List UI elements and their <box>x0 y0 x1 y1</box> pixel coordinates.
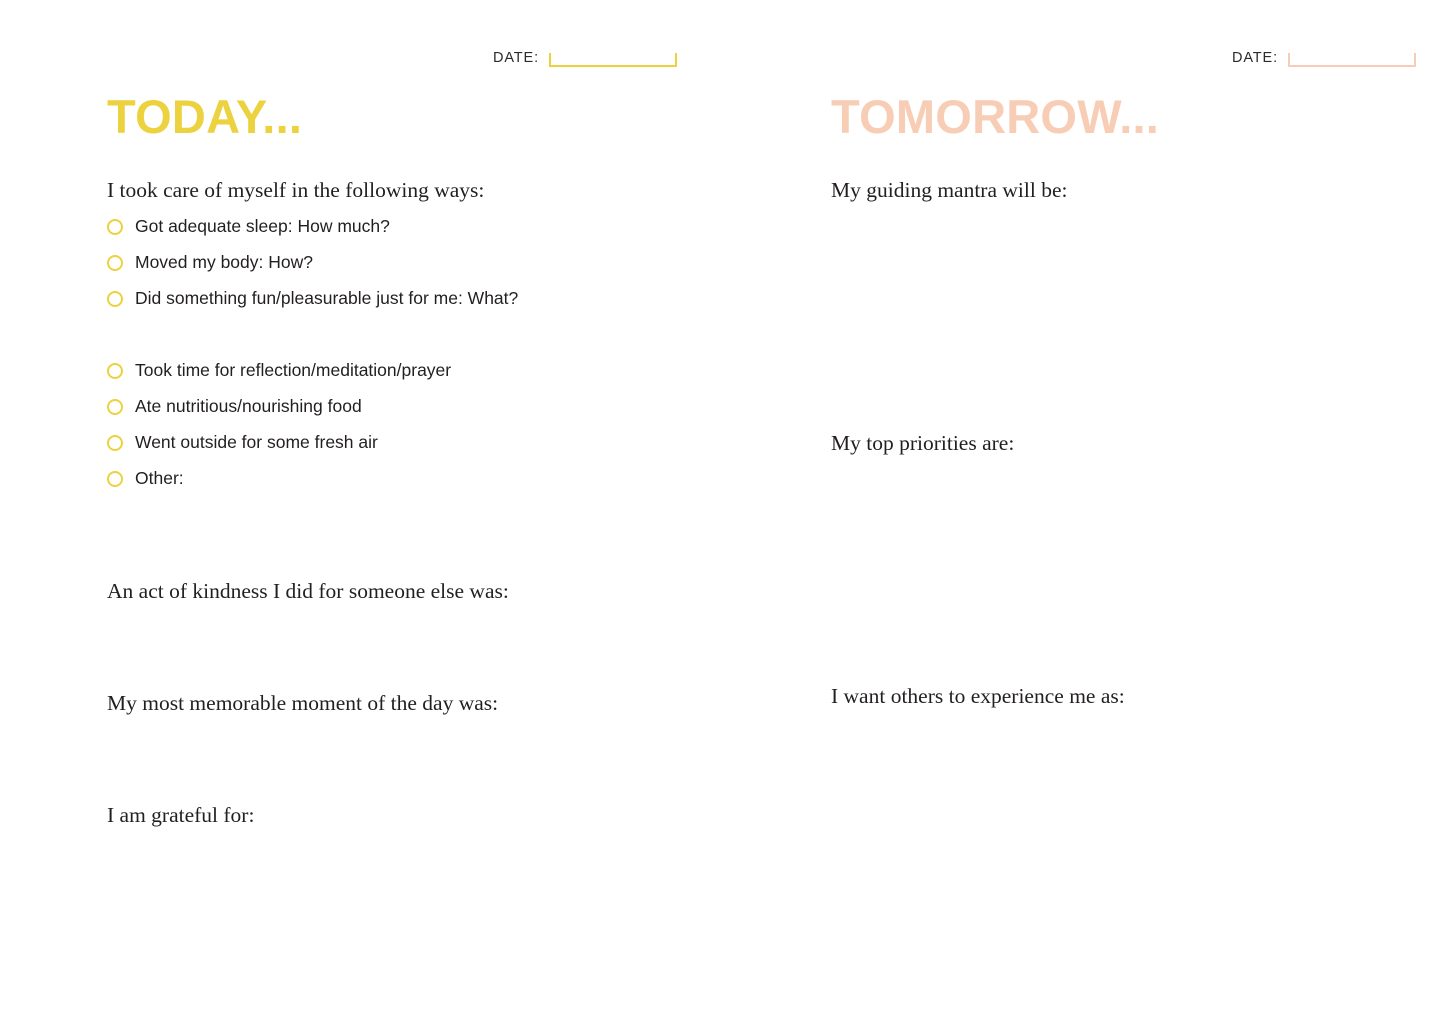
list-item-label: Took time for reflection/meditation/prayer <box>135 360 452 381</box>
date-field-today[interactable] <box>493 45 677 67</box>
checkbox-circle-icon[interactable] <box>107 255 123 271</box>
date-write-line-today[interactable] <box>549 53 677 67</box>
prompt-grateful-for: I am grateful for: <box>107 803 255 827</box>
list-item[interactable] <box>107 245 518 281</box>
self-care-checklist-group-1 <box>107 209 518 317</box>
list-item-label: Moved my body: How? <box>135 252 313 273</box>
list-item[interactable] <box>107 389 451 425</box>
write-area-grateful-for[interactable] <box>107 829 727 979</box>
checkbox-circle-icon[interactable] <box>107 435 123 451</box>
checkbox-circle-icon[interactable] <box>107 219 123 235</box>
checkbox-circle-icon[interactable] <box>107 399 123 415</box>
list-item[interactable] <box>107 461 451 497</box>
checkbox-circle-icon[interactable] <box>107 471 123 487</box>
page-title-tomorrow: TOMORROW... <box>831 90 1160 143</box>
list-item[interactable] <box>107 353 451 389</box>
page-title-today: TODAY... <box>107 90 303 143</box>
list-item[interactable] <box>107 209 518 245</box>
self-care-checklist-group-2 <box>107 353 451 497</box>
checkbox-circle-icon[interactable] <box>107 291 123 307</box>
prompt-act-of-kindness: An act of kindness I did for someone else was: <box>107 579 509 603</box>
date-field-tomorrow[interactable] <box>1232 45 1416 67</box>
date-label-tomorrow: DATE: <box>1232 49 1278 66</box>
prompt-experience-me-as: I want others to experience me as: <box>831 684 1125 708</box>
prompt-memorable-moment: My most memorable moment of the day was: <box>107 691 499 715</box>
list-item[interactable] <box>107 281 518 317</box>
prompt-self-care-intro: I took care of myself in the following ways: <box>107 178 485 202</box>
date-label-today: DATE: <box>493 49 539 66</box>
write-area-guiding-mantra[interactable] <box>831 204 1431 414</box>
list-item-label: Did something fun/pleasurable just for me: What? <box>135 288 519 309</box>
date-write-line-tomorrow[interactable] <box>1288 53 1416 67</box>
list-item[interactable] <box>107 425 451 461</box>
list-item-label: Got adequate sleep: How much? <box>135 216 390 237</box>
prompt-top-priorities: My top priorities are: <box>831 431 1015 455</box>
list-item-label: Other: <box>135 468 184 489</box>
checkbox-circle-icon[interactable] <box>107 363 123 379</box>
list-item-label: Ate nutritious/nourishing food <box>135 396 362 417</box>
write-area-act-of-kindness[interactable] <box>107 605 727 680</box>
write-area-experience-me-as[interactable] <box>831 710 1431 975</box>
prompt-guiding-mantra: My guiding mantra will be: <box>831 178 1068 202</box>
list-item-label: Went outside for some fresh air <box>135 432 378 453</box>
write-area-memorable-moment[interactable] <box>107 717 727 792</box>
write-area-top-priorities[interactable] <box>831 457 1431 672</box>
